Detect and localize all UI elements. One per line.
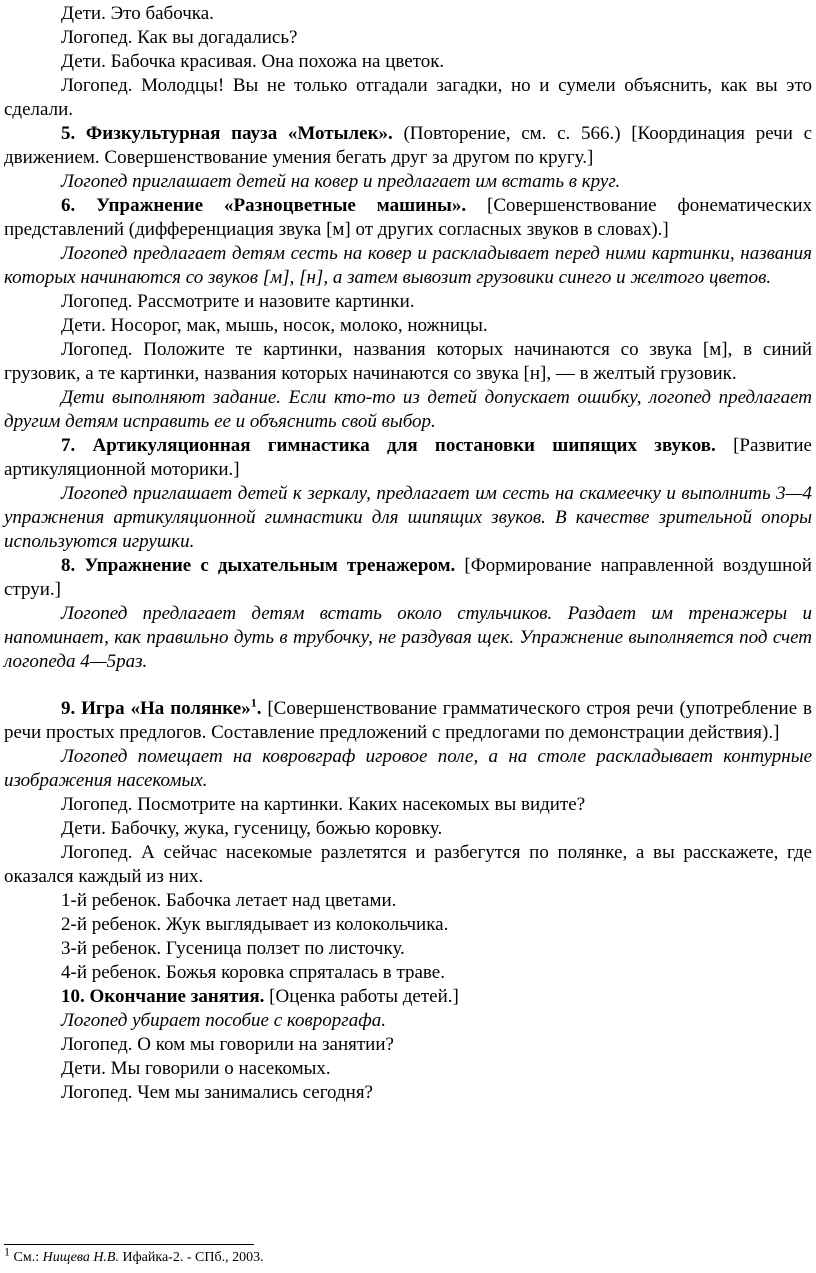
footnote-reference: 1 [250, 695, 257, 710]
dialogue-line: Дети. Это бабочка. [61, 3, 214, 24]
dialogue-line: Логопед. Положите те картинки, названия которых начинаются со звука [м], в синий грузовик, а те картинки, названия которых начинаются со звука [н], — в желтый грузовик. [4, 339, 812, 384]
dialogue-line: Логопед. Как вы догадались? [61, 27, 298, 48]
footnote-source: Ифайка-2. - СПб., 2003. [118, 1250, 264, 1265]
section-paragraph [4, 434, 812, 482]
footnote-author: Нищева Н.В. [42, 1250, 119, 1265]
section-heading: 7. Артикуляционная гимнастика для постановки шипящих звуков. [61, 435, 716, 456]
dialogue-line: Дети. Носорог, мак, мышь, носок, молоко, ножницы. [61, 315, 488, 336]
stage-direction: Логопед предлагает детям сесть на ковер и раскладывает перед ними картинки, названия которых начинаются со звуков [м], [н], а затем вывозит грузовики синего и желтого цветов. [4, 243, 812, 288]
dialogue-line: 2-й ребенок. Жук выглядывает из колокольчика. [61, 914, 449, 935]
footnote-separator [4, 1244, 254, 1245]
stage-direction: Дети выполняют задание. Если кто-то из детей допускает ошибку, логопед предлагает другим детям исправить ее и объяснить свой выбор. [4, 387, 812, 432]
stage-direction: Логопед предлагает детям встать около стульчиков. Раздает им тренажеры и напоминает, как правильно дуть в трубочку, не раздувая щек. Упражнение выполняется под счет логопеда 4—5раз. [4, 603, 812, 672]
dialogue-line: Дети. Бабочка красивая. Она похожа на цветок. [61, 51, 445, 72]
section-paragraph [4, 554, 812, 602]
footnote-prefix: См.: [10, 1250, 43, 1265]
section-heading: 9. Игра «На полянке» [61, 698, 251, 719]
dialogue-line: Дети. Мы говорили о насекомых. [61, 1058, 331, 1079]
section-description: [Совершенствование грамматического строя речи (употребление в речи простых предлогов. Составление предложений с предлогами по демонстрации действия).] [4, 698, 813, 743]
dialogue-line: 3-й ребенок. Гусеница ползет по листочку. [61, 938, 405, 959]
stage-direction: Логопед приглашает детей к зеркалу, предлагает им сесть на скамеечку и выполнить 3—4 упражнения артикуляционной гимнастики для шипящих звуков. В качестве зрительной опоры используются игрушки. [4, 483, 812, 552]
section-description: [Совершенствование фонематических представлений (дифференциация звука [м] от других согласных звуков в словах).] [4, 195, 812, 240]
dialogue-line: Логопед. О ком мы говорили на занятии? [61, 1034, 394, 1055]
dialogue-line: 1-й ребенок. Бабочка летает над цветами. [61, 890, 397, 911]
dialogue-line: Логопед. Посмотрите на картинки. Каких насекомых вы видите? [61, 794, 586, 815]
section-description: [Оценка работы детей.] [264, 986, 459, 1007]
section-heading: 8. Упражнение с дыхательным тренажером. [61, 555, 456, 576]
section-description: (Повторение, см. с. 566.) [Координация речи с движением. Совершенствование умения бегать друг за другом по кругу.] [4, 123, 812, 168]
dialogue-line: Логопед. Молодцы! Вы не только отгадали загадки, но и сумели объяснить, как вы это сделали. [4, 75, 812, 120]
dialogue-line: Логопед. Рассмотрите и назовите картинки. [61, 291, 415, 312]
dialogue-line: Дети. Бабочку, жука, гусеницу, божью коровку. [61, 818, 443, 839]
section-description: [Формирование направленной воздушной струи.] [4, 555, 812, 600]
footnote-mark: 1 [4, 1244, 10, 1259]
stage-direction: Логопед убирает пособие с ковроргафа. [61, 1010, 386, 1031]
section-paragraph [4, 985, 812, 1009]
body-text [4, 2, 812, 1105]
dialogue-line: Логопед. А сейчас насекомые разлетятся и разбегутся по полянке, а вы расскажете, где оказался каждый из них. [4, 842, 812, 887]
section-paragraph [4, 122, 812, 170]
section-heading: 5. Физкультурная пауза «Мотылек». [61, 123, 393, 144]
paragraph-gap [4, 674, 812, 697]
footnote [4, 1244, 812, 1267]
dialogue-line: 4-й ребенок. Божья коровка спряталась в траве. [61, 962, 445, 983]
section-description: [Развитие артикуляционной моторики.] [4, 435, 812, 480]
section-heading-tail: . [256, 698, 262, 719]
footnote-area [4, 1244, 812, 1267]
stage-direction: Логопед помещает на ковровграф игровое поле, а на столе раскладывает контурные изображения насекомых. [4, 746, 812, 791]
stage-direction: Логопед приглашает детей на ковер и предлагает им встать в круг. [61, 171, 621, 192]
section-heading: 6. Упражнение «Разноцветные машины». [61, 195, 467, 216]
section-paragraph [4, 194, 812, 242]
dialogue-line: Логопед. Чем мы занимались сегодня? [61, 1082, 373, 1103]
section-paragraph [4, 697, 812, 745]
section-heading: 10. Окончание занятия. [61, 986, 265, 1007]
